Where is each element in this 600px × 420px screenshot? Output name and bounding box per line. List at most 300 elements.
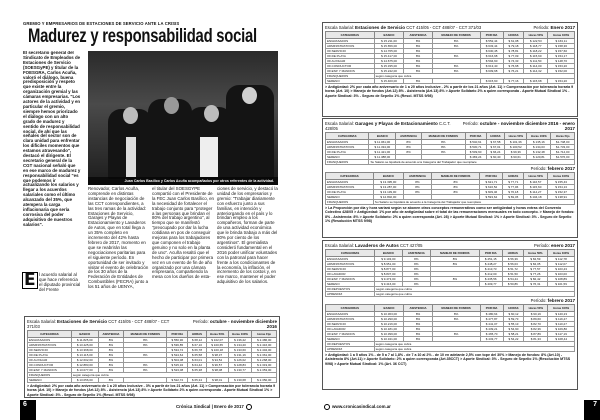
table-row (326, 79, 575, 84)
table-cell: según categoría que cubra (71, 373, 276, 378)
table-cell: 8% (98, 338, 124, 343)
table-cell: 8% (432, 54, 480, 59)
column-header: Horas Fijo (252, 331, 277, 338)
table-cell: SERENO (326, 282, 375, 287)
table-cell: $ 441,07 (480, 322, 503, 327)
table-cell: 8% (432, 39, 480, 44)
period-label: Período: (462, 121, 479, 126)
table-cell: $ 413,73 (479, 267, 502, 272)
table-cell: según categoría que cubra (374, 342, 574, 347)
table-note: > La Proporción por día y hora variará según se abonen otros conceptos remunerativos como ser antigüedad y horas extras del Convenio Colectivo 428/05 > Antigüedad: 1% por año de antigüedad sobre el total de las remuneraciones mensuales en todo concepto. > Manejo de fondos: 8% - Asistencia: 8% > Aporte Solidario: 2% a quien corresponda (Art. 28) > Aporte Mutual Sindical: 1% > Aporte Sindical: 3% - Seguro de Sepelio 1% (Resolución MTSS 9/98) (325, 206, 575, 224)
table-cell: FRANQUEROS (326, 160, 369, 165)
table-cell: ADMINISTRATIVOS (326, 185, 374, 190)
table-cell: $ 54,90 (503, 327, 524, 332)
salary-grid (325, 304, 575, 352)
table-cell: $ 152,00 (548, 69, 575, 74)
period-value: octubre - noviembre diciembre 2016 - enero 2017 (479, 121, 575, 131)
table-cell: OF.CONDUCTOR (28, 363, 72, 368)
table-cell: SERENO (326, 195, 374, 200)
table-cell: Su Salario se liquidará de acuerdo a la Categoría del Trabajador que reemplace (373, 200, 574, 205)
table-cell: 8% (404, 39, 432, 44)
table-cell: $ 10.216,00 (374, 322, 404, 327)
table-cell: $ 69,45 (503, 195, 524, 200)
table-note: > Antigüedad: 1 a 5 años 1% - de 5 a 7 al 1,8% - de 7 a 10 al 2% - de 10 en adelante 2,5% con tope del 30% > Manejo de fondos: 8% (Art.10) - Asistencia 8% (Art.11) > Aporte Solidario: 2% a quien corresponda (Art.35CCT) > Aporte Sindical: 3% - Seguro de Sepelio 1% (Resolución MTSS 9/98) > Aporte Mutual Sindical: 1% (Art. 36 CCT) (325, 353, 571, 366)
table-cell: $1.576,00 (551, 155, 575, 160)
page-number: 7 (584, 400, 600, 420)
table-cell: 8% (404, 69, 432, 74)
header-row (326, 250, 575, 257)
salary-table-estaciones-oct (24, 316, 280, 398)
sector-name: Lavaderos de Autos (355, 243, 399, 248)
table-cell: 8% (98, 343, 124, 348)
table-cell: SERENO (326, 155, 369, 160)
table-cell: $ 13.425,00 (71, 343, 98, 348)
table-cell: $1.748,00 (551, 140, 575, 145)
table-cell: $ 540,61 (465, 140, 486, 145)
column-header: POR DIA (480, 32, 503, 39)
column-header: CATEGORIAS (326, 305, 375, 312)
table-cell: $ 114,27 (524, 190, 548, 195)
table-cell: $ 2.416,00 (252, 343, 277, 348)
table-cell: $ 8.951,00 (375, 262, 402, 267)
period (531, 298, 575, 303)
table-cell: $ 130,68 (228, 378, 252, 383)
table-cell: 8% (431, 277, 479, 282)
table-cell: $ 65,38 (188, 368, 207, 373)
column-header: POR DIA (167, 331, 188, 338)
table-cell: 8% (432, 44, 480, 49)
table-cell: $ 10.290,00 (374, 317, 404, 322)
column-header: MANEJO DE FONDOS (421, 133, 465, 140)
column-header: Horas 50% (524, 32, 548, 39)
table-cell: $ 120,81 (527, 155, 551, 160)
footer-right (322, 404, 391, 410)
column-header: Horas 100% (548, 305, 575, 312)
table-cell: $ 480,64 (480, 312, 503, 317)
table-cell: OF.SERVICIO (326, 322, 375, 327)
column-header: POR DIA (480, 173, 503, 180)
column-header: HORAS (486, 133, 505, 140)
table-cell: ADMINISTRATIVOS (326, 145, 369, 150)
table-cell: $ 82,42 (523, 277, 547, 282)
salary-grid (325, 132, 575, 165)
column-header: ASISTENCIA (404, 32, 432, 39)
table-cell: $ 111,50 (524, 59, 548, 64)
table-cell: $ 552,44 (480, 39, 503, 44)
period-label: Período: (533, 243, 550, 248)
table-cell: $ 2.353,00 (252, 368, 277, 373)
column-header: Horas 50% (524, 305, 548, 312)
table-cell: $ 102,07 (206, 338, 228, 343)
table-cell: $ 114,32 (524, 69, 548, 74)
table-cell: $ 115,60 (524, 54, 548, 59)
table-cell: $ 76,68 (503, 64, 524, 69)
table-cell: $ 523,08 (167, 368, 188, 373)
column-header: CATEGORIAS (28, 331, 72, 338)
footer-left (176, 404, 254, 410)
cct-number: CCT 427/05 (399, 243, 423, 248)
column-header: Horas 50% (523, 250, 547, 257)
table-cell: $ 15.211,00 (374, 39, 404, 44)
table-cell: $ 99,36 (505, 150, 527, 155)
table-cell: $ 550,90 (167, 338, 188, 343)
table-cell: 8% (396, 145, 422, 150)
text-column-2: Renovador, Carlos Acuña, comprende en distintas instancias de negociación de las CCT correspondientes, a las tres ramas de la actividad: Estaciones de Servicio, Garajes y Playas de Estacionamiento y Lavaderos de Autos, que en total llega a un 35% completo en incremento del 42% hasta febrero de 2017, momento en que se reabrirán las negociaciones paritarias para el siguiente período. En oportunidad de ser invitado y visitar el evento de celebración de los 30 años de la Federación de Entidades de Combustibles (FECRA) junto a los 51 años de UENYA, (88, 186, 149, 290)
table-cell: 8% (404, 327, 432, 332)
table-cell: $ 2.350,00 (252, 378, 277, 383)
table-cell: $ 76,21 (503, 69, 524, 74)
table-cell: $ 13.368,00 (71, 348, 98, 353)
table-cell: 8% (404, 59, 432, 64)
period-value: febrero 2017 (547, 298, 575, 303)
table-cell: $ 101,59 (548, 282, 575, 287)
table-cell: ADMINISTRATIVOS (28, 343, 72, 348)
table-cell: $ 115,60 (524, 185, 548, 190)
table-cell: OF.DE PLAYA (326, 150, 369, 155)
table-cell: $ 14.675,00 (374, 59, 404, 64)
table-cell: 8% (396, 140, 422, 145)
table-cell: $ 13.139,00 (373, 190, 403, 195)
column-header: Horas 50% (524, 173, 548, 180)
table-cell: $ 435,56 (479, 277, 502, 282)
table-title (325, 25, 481, 30)
table-cell: $ 120,23 (548, 312, 575, 317)
globe-icon (324, 404, 330, 410)
table-cell: según categoría que cubra (374, 347, 574, 352)
table-cell: $ 630,45 (480, 49, 503, 54)
salary-table-garages (322, 118, 578, 238)
sector-name: Estaciones de Servicio (57, 319, 108, 324)
cct-number: C.C.T. 428/05 (325, 121, 451, 131)
table-cell: $ 54,22 (503, 337, 524, 342)
column-header: Horas Fijo (551, 133, 575, 140)
table-cell: 8% (404, 44, 432, 49)
cct-number: CCT 415/05 - CCT 488/07 - CCT 371/03 (406, 25, 482, 30)
table-cell: $ 451,15 (479, 257, 502, 262)
article-photo (88, 51, 278, 185)
table-cell: OF.REPUESTOS (326, 287, 375, 292)
text-column-4: ciones de servicio, y destacó la unidad de los empresarios y gremio: "Trabajar diariamente con esfuerzo junto a sus familias, en intención y anteriorgando en el país y lo brindan empleo a los compañeros, forman de parte de una actividad económica que le brinda trabajo a más del 80% por ciento de los argentinos". El gremialista consideró fundamental en el 2016 poder unificar voluntades con la patronal para hacer frente a los condicionantes de la economía, la inflación, el incremento de los costos y, en ese marco, mantener el poder adquisitivo de los salarios. (217, 186, 278, 285)
salary-grid (325, 172, 575, 205)
table-cell: $ 118,22 (524, 49, 548, 54)
table-cell: $ 84,05 (523, 262, 547, 267)
sector-name: Estaciones de Servicio (355, 25, 406, 30)
table-cell: SERENO (326, 79, 375, 84)
period-value: enero 2017 (550, 243, 575, 248)
table-row (326, 160, 575, 165)
table-cell: $ 15.417,00 (374, 54, 404, 59)
table-cell: 8% (403, 185, 431, 190)
page-number: 6 (20, 400, 36, 420)
table-cell: $ 77,26 (523, 272, 547, 277)
table-cell: 8% (98, 348, 124, 353)
salary-table-lavaderos (322, 240, 578, 390)
table-cell: 8% (432, 69, 480, 74)
table-cell: $ 77,06 (503, 185, 524, 190)
table-cell: $ 2.404,00 (252, 348, 277, 353)
table-cell: 8% (404, 322, 432, 327)
table-cell: OF.AUXILIAR (326, 59, 375, 64)
table-cell: $ 616,52 (480, 185, 503, 190)
column-header: BASICO (374, 32, 404, 39)
table-cell: 8% (421, 150, 465, 155)
table-cell: $ 15.335,00 (374, 64, 404, 69)
table-cell: $ 609,68 (480, 69, 503, 74)
table-cell: OF.REPUESTOS (326, 342, 375, 347)
table-cell: $ 77,09 (503, 54, 524, 59)
table-cell: $ 9.416,00 (375, 282, 402, 287)
table-cell: $ 2.268,00 (252, 358, 277, 363)
table-cell: 8% (98, 378, 124, 383)
table-cell: $ 66,24 (486, 150, 505, 155)
table-cell: $ 66,78 (188, 348, 207, 353)
globe-icon (246, 404, 252, 410)
period (459, 121, 575, 131)
header-row (326, 173, 575, 180)
table-cell: $ 515,32 (167, 363, 188, 368)
table-cell: ENGRASADOS (326, 140, 369, 145)
table-cell: $ 621,71 (480, 180, 503, 185)
table-cell: ENGRASADOS (326, 257, 375, 262)
table-cell: 8% (404, 49, 432, 54)
photo-caption: Juan Carlos Basílico y Carlos Acuña acompañados por otros referentes de la actividad. (88, 177, 278, 185)
table-cell: $ 55,13 (503, 322, 524, 327)
table-cell: $ 68,12 (188, 338, 207, 343)
table-cell: $ 465,70 (480, 332, 503, 337)
table-cell: $ 63,01 (188, 358, 207, 363)
table-cell: $ 101,36 (505, 140, 527, 145)
table-cell: $ 84,59 (523, 257, 547, 262)
table-cell: $ 90,19 (524, 312, 548, 317)
table-cell: $ 100,18 (206, 348, 228, 353)
table-cell: $ 615,60 (480, 79, 503, 84)
table-cell: $ 100,65 (206, 343, 228, 348)
table-note: > Antigüedad: 2% por cada año aniversario de 1 a 20 años inclusive - 3% a partir de los 21 años (Art. 11) > Compensación por tolerancia horaria 9 horas (Art. 10) > Manejo de fondos (Art.12) 8% - Asistencia (Art.13) 8% > Aporte Solidario 2% a quien corresponda - Aporte Mutual Sindical 1% > Aporte Sindical: 3% - Seguro de Sepelio 1% (Resol. MTSS 9/98) (27, 384, 276, 397)
table-cell: $ 8.837,00 (375, 272, 402, 277)
table-cell: $ 119,47 (548, 317, 575, 322)
table-cell: $ 77,57 (523, 267, 547, 272)
column-header: BASICO (374, 305, 404, 312)
table-cell: $ 15.400,00 (374, 79, 404, 84)
scale-label: Escala Salarial: (325, 121, 354, 126)
table-cell: ADMINISTRATIVOS (326, 317, 375, 322)
period-value: Enero 2017 (550, 25, 575, 30)
table-cell: 8% (404, 312, 432, 317)
table-cell: 8% (432, 312, 480, 317)
table-cell: $ 132,48 (527, 150, 551, 155)
table-cell: $ 89,60 (524, 317, 548, 322)
table-cell: $ 152,37 (548, 190, 575, 195)
table-cell: $ 54,44 (502, 277, 523, 282)
period-label: Período: (533, 25, 550, 30)
table-cell: $ 154,20 (548, 79, 575, 84)
table-cell: $ 115,68 (524, 79, 548, 84)
table-cell: 8% (402, 277, 431, 282)
scale-label: Escala Salarial: (325, 25, 354, 30)
column-header: HORAS (503, 173, 524, 180)
column-header: MANEJO DE FONDOS (431, 250, 479, 257)
table-cell: $ 613,40 (480, 64, 503, 69)
table-row (326, 200, 575, 205)
period (531, 166, 575, 171)
table-cell: 8% (98, 353, 124, 358)
table-cell: $ 153,20 (548, 64, 575, 69)
table-cell: $ 74,33 (503, 59, 524, 64)
table-cell: $ 439,21 (480, 327, 503, 332)
table-cell: $ 10.181,00 (374, 327, 404, 332)
table-cell: OF.CONDUCTOR (326, 64, 375, 69)
table-heading-2 (325, 166, 575, 171)
table-cell: 8% (98, 363, 124, 368)
table-cell: $ 13.077,00 (71, 368, 98, 373)
column-header: Horas 100% (527, 133, 551, 140)
table-cell: $ 13.395,00 (373, 180, 403, 185)
header-row (326, 32, 575, 39)
table-cell: $ 158,36 (548, 44, 575, 49)
table-cell: $ 90,61 (505, 155, 527, 160)
scale-label: Escala Salarial: (27, 319, 56, 324)
table-cell: 8% (421, 145, 465, 150)
table-cell: $ 67,10 (188, 343, 207, 348)
table-cell: $ 98,37 (206, 353, 228, 358)
table-cell: ADMINISTRATIVOS (326, 44, 375, 49)
table-cell: $ 51,72 (502, 267, 523, 272)
table-cell: $ 154,17 (548, 54, 575, 59)
table-cell: $ 12.802,00 (373, 195, 403, 200)
table-cell: 8% (404, 64, 432, 69)
column-header: MANEJO DE FONDOS (432, 305, 480, 312)
table-cell: $ 98,08 (206, 368, 228, 373)
table-heading (325, 25, 575, 30)
table-cell: 8% (404, 54, 432, 59)
table-cell: 8% (396, 150, 422, 155)
table-cell: 8% (124, 368, 167, 373)
table-heading-2 (325, 298, 575, 303)
table-cell: $ 56,39 (502, 257, 523, 262)
table-cell: $ 504,08 (167, 358, 188, 363)
table-title (325, 243, 422, 248)
table-cell: $ 15.656,00 (374, 44, 404, 49)
table-cell: $ 108,44 (548, 337, 575, 342)
table-cell: $ 11.825,00 (71, 338, 98, 343)
table-cell: $ 13.287,00 (373, 185, 403, 190)
table-row (326, 292, 575, 297)
table-cell: $ 112,07 (548, 262, 575, 267)
table-cell: $ 8.877,00 (375, 267, 402, 272)
table-cell: 8% (98, 368, 124, 373)
table-cell: 8% (124, 338, 167, 343)
table-cell: según categoría que cubra (375, 287, 575, 292)
table-cell: $ 77,71 (503, 180, 524, 185)
column-header: CATEGORIAS (326, 250, 375, 257)
drop-cap: E (24, 270, 36, 290)
table-cell: $ 483,24 (465, 155, 486, 160)
table-cell: APRENDIZ (326, 347, 375, 352)
table-cell: ENGRASADOS (326, 312, 375, 317)
table-cell: APRENDIZ (326, 292, 375, 297)
column-header: Horas 100% (548, 32, 575, 39)
table-cell: $ 104,18 (524, 195, 548, 200)
column-header: Horas 100% (548, 250, 575, 257)
table-cell: $ 2.319,00 (252, 363, 277, 368)
table-cell: OF.DE PLAYA (28, 353, 72, 358)
table-cell: OF.DE PLAYA (326, 54, 375, 59)
table-cell: $ 536,85 (167, 343, 188, 348)
column-header: Horas 100% (548, 173, 575, 180)
table-cell: $ 9.473,00 (375, 277, 402, 282)
table-cell: $ 122,53 (524, 39, 548, 44)
table-cell: $ 82,70 (524, 322, 548, 327)
period (184, 319, 277, 329)
table-cell: 8% (432, 190, 480, 195)
table-cell: Su Salario se liquidará de acuerdo a la Categoría del Trabajador que reemplace (369, 160, 575, 165)
table-cell: $ 522,72 (167, 378, 188, 383)
period-label: Período: (530, 298, 547, 303)
table-cell: $ 593,64 (480, 195, 503, 200)
table-cell: $ 609,46 (480, 190, 503, 195)
table-heading (325, 243, 575, 248)
table-cell: $ 136,22 (228, 338, 252, 343)
table-cell: $ 15.242,00 (374, 69, 404, 74)
column-header: ASISTENCIA (402, 250, 431, 257)
column-header: ASISTENCIA (404, 305, 432, 312)
table-cell: $ 13.115,00 (71, 353, 98, 358)
table-cell: OF.ESP. Y MANDOS (326, 332, 375, 337)
table-cell: $ 117,19 (548, 332, 575, 337)
table-cell: 8% (432, 317, 480, 322)
column-header: Horas 50% (505, 133, 527, 140)
column-header: BASICO (71, 331, 98, 338)
column-header: ASISTENCIA (396, 133, 422, 140)
table-cell: OF.LAVADOR (326, 272, 375, 277)
table-cell: ENGRASADOS (28, 338, 72, 343)
table-cell: SERENO (326, 337, 375, 342)
table-cell: según categoría que cubra (375, 292, 575, 297)
table-cell: FRANQUEROS (28, 373, 72, 378)
table-heading (325, 121, 575, 131)
header-row (28, 331, 277, 338)
table-cell: OF.SERVICIO (326, 267, 375, 272)
period-value: octubre - noviembre diciembre 2016 (209, 319, 277, 329)
table-cell: OF.DE PLAYA (326, 190, 374, 195)
table-cell: $ 130,77 (228, 368, 252, 373)
table-cell: $ 87,89 (524, 332, 548, 337)
table-cell: ENGRASADOS (326, 39, 375, 44)
table-cell: OF.ESP. Y MANDOS (28, 368, 72, 373)
header-row (326, 305, 575, 312)
column-header: CATEGORIAS (326, 133, 369, 140)
table-row (28, 378, 277, 383)
column-header: HORAS (502, 250, 523, 257)
table-cell: $ 56,03 (502, 262, 523, 267)
table-cell: $ 134,03 (527, 145, 551, 150)
table-cell: $ 110,27 (548, 322, 575, 327)
text-column-3: el titular del SOESGYPE compartió con el Presidente de la FEC Juan Carlos Basílico, en la necesidad de fortalecer el trabajo conjunto para "proteger a las personas que brindan el 80% del trabajo argentino", al tiempo que se manifestó "preocupado por dar la lucha cotidiana en pos de conseguir mejoras para los trabajadores que componen el trabajo genuino y no solo en la planta de uno". Acuña resaltó que el hecho de participar por primera vez en un evento de fin de año organizado por una cámara empresaria, compartiendo la mesa con los dueños de esta- (152, 186, 214, 280)
period (534, 243, 575, 248)
table-cell: $ 11.388,00 (369, 155, 396, 160)
table-cell: 8% (421, 140, 465, 145)
table-cell: $ 82,36 (524, 327, 548, 332)
table-cell: $ 76,18 (503, 190, 524, 195)
column-header: Horas 100% (228, 331, 252, 338)
table-title (325, 121, 455, 131)
website-link[interactable]: www.cronicasindical.com.ar (332, 404, 391, 410)
table-cell: 8% (432, 332, 480, 337)
salary-grid (325, 249, 575, 297)
table-cell: $ 9.103,00 (375, 257, 402, 262)
table-cell: $ 114,00 (524, 64, 548, 69)
table-cell: $ 98,01 (206, 378, 228, 383)
